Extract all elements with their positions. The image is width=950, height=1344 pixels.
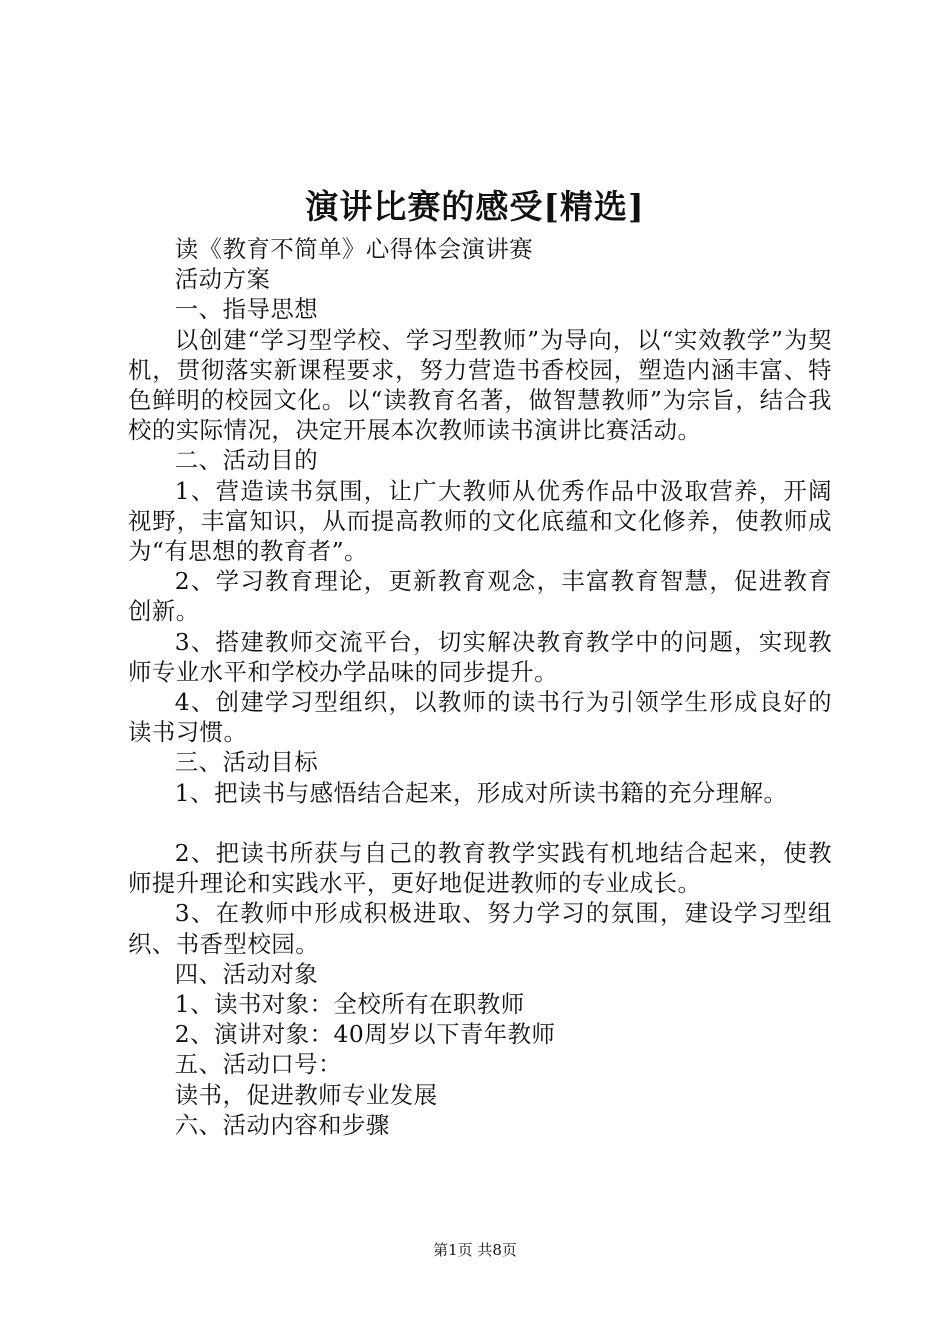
paragraph-goal-2: 2、把读书所获与自己的教育教学实践有机地结合起来，使教师提升理论和实践水平，更好地促进教师的专业成长。	[128, 839, 832, 898]
section-heading-guiding-idea: 一、指导思想	[174, 295, 319, 324]
paragraph-purpose-4: 4、创建学习型组织，以教师的读书行为引领学生形成良好的读书习惯。	[128, 688, 832, 747]
paragraph-guiding-idea: 以创建“学习型学校、学习型教师”为导向，以“实效教学”为契机，贯彻落实新课程要求，努力营造书香校园，塑造内涵丰富、特色鲜明的校园文化。以“读教育名著，做智慧教师”为宗旨，结合我校的实际情况，决定开展本次教师读书演讲比赛活动。	[128, 325, 832, 445]
paragraph-purpose-1: 1、营造读书氛围，让广大教师从优秀作品中汲取营养，开阔视野，丰富知识，从而提高教师的文化底蕴和文化修养，使教师成为“有思想的教育者”。	[128, 476, 832, 566]
section-heading-purpose: 二、活动目的	[174, 446, 319, 475]
section-heading-goals: 三、活动目标	[174, 748, 319, 777]
document-body	[128, 234, 832, 1140]
paragraph-purpose-2: 2、学习教育理论，更新教育观念，丰富教育智慧，促进教育创新。	[128, 567, 832, 626]
paragraph-subtitle: 读《教育不简单》心得体会演讲赛	[174, 235, 534, 263]
paragraph-participants-1: 1、读书对象：全校所有在职教师	[174, 990, 525, 1019]
paragraph-goal-3: 3、在教师中形成积极进取、努力学习的氛围，建设学习型组织、书香型校园。	[128, 899, 832, 958]
section-heading-participants: 四、活动对象	[174, 959, 319, 988]
paragraph-goal-1: 1、把读书与感悟结合起来，形成对所读书籍的充分理解。	[174, 778, 788, 807]
paragraph-purpose-3: 3、搭建教师交流平台，切实解决教育教学中的问题，实现教师专业水平和学校办学品味的同步提升。	[128, 627, 832, 686]
page-footer: 第1页 共8页	[433, 1241, 517, 1259]
paragraph-slogan: 读书，促进教师专业发展	[174, 1080, 438, 1109]
section-heading-steps: 六、活动内容和步骤	[174, 1110, 390, 1139]
paragraph-plan-label: 活动方案	[174, 265, 271, 294]
paragraph-participants-2: 2、演讲对象：40周岁以下青年教师	[174, 1020, 556, 1049]
section-heading-slogan: 五、活动口号：	[174, 1050, 343, 1079]
document-title: 演讲比赛的感受[精选]	[305, 187, 645, 226]
